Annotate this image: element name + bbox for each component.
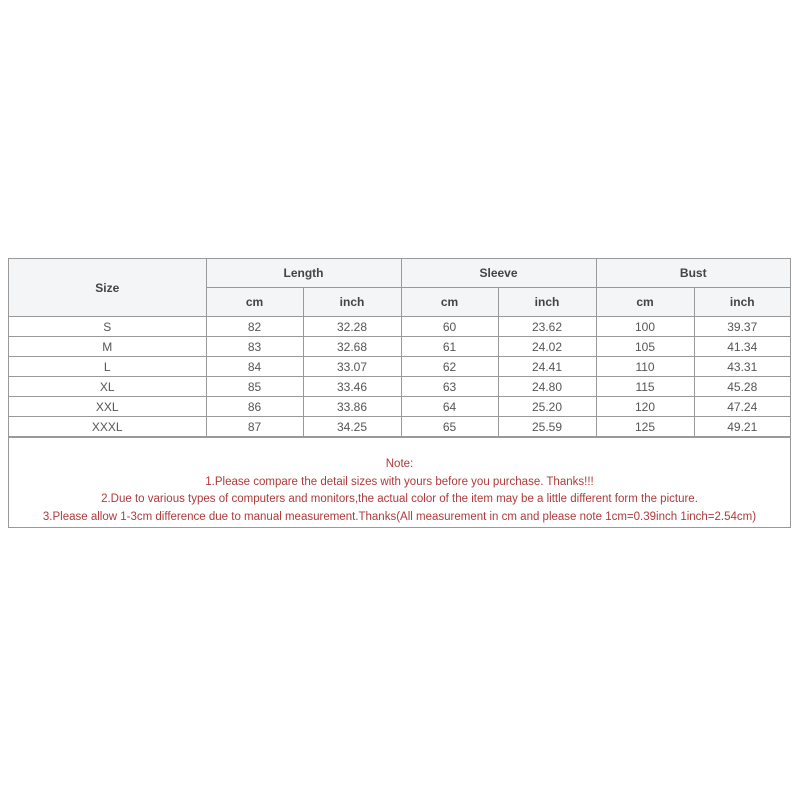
value-cell: 82 xyxy=(206,317,303,337)
bust-header: Bust xyxy=(596,259,790,288)
size-table xyxy=(9,259,790,437)
value-cell: 45.28 xyxy=(694,377,790,397)
size-cell: S xyxy=(9,317,206,337)
value-cell: 23.62 xyxy=(498,317,596,337)
value-cell: 25.59 xyxy=(498,417,596,437)
unit-header: inch xyxy=(498,288,596,317)
value-cell: 24.80 xyxy=(498,377,596,397)
table-row xyxy=(9,357,790,377)
unit-header: cm xyxy=(596,288,694,317)
value-cell: 115 xyxy=(596,377,694,397)
size-cell: XL xyxy=(9,377,206,397)
note-line: 3.Please allow 1-3cm difference due to manual measurement.Thanks(All measurement in cm and please note 1cm=0.39inch 1inch=2.54cm) xyxy=(42,510,757,523)
value-cell: 84 xyxy=(206,357,303,377)
value-cell: 125 xyxy=(596,417,694,437)
value-cell: 34.25 xyxy=(303,417,401,437)
table-row xyxy=(9,397,790,417)
value-cell: 64 xyxy=(401,397,498,417)
size-chart xyxy=(8,258,791,528)
value-cell: 105 xyxy=(596,337,694,357)
value-cell: 33.46 xyxy=(303,377,401,397)
value-cell: 86 xyxy=(206,397,303,417)
value-cell: 83 xyxy=(206,337,303,357)
size-header: Size xyxy=(9,259,206,317)
value-cell: 32.28 xyxy=(303,317,401,337)
value-cell: 24.41 xyxy=(498,357,596,377)
value-cell: 120 xyxy=(596,397,694,417)
value-cell: 63 xyxy=(401,377,498,397)
unit-header: inch xyxy=(694,288,790,317)
value-cell: 62 xyxy=(401,357,498,377)
value-cell: 33.07 xyxy=(303,357,401,377)
value-cell: 100 xyxy=(596,317,694,337)
sleeve-header: Sleeve xyxy=(401,259,596,288)
table-row xyxy=(9,317,790,337)
value-cell: 25.20 xyxy=(498,397,596,417)
note-line: 1.Please compare the detail sizes with yours before you purchase. Thanks!!! xyxy=(205,475,594,488)
length-header: Length xyxy=(206,259,401,288)
note-title: Note: xyxy=(385,458,414,470)
value-cell: 87 xyxy=(206,417,303,437)
value-cell: 32.68 xyxy=(303,337,401,357)
value-cell: 85 xyxy=(206,377,303,397)
size-cell: L xyxy=(9,357,206,377)
value-cell: 33.86 xyxy=(303,397,401,417)
table-row xyxy=(9,337,790,357)
value-cell: 60 xyxy=(401,317,498,337)
unit-header: cm xyxy=(206,288,303,317)
size-cell: XXXL xyxy=(9,417,206,437)
value-cell: 49.21 xyxy=(694,417,790,437)
size-cell: XXL xyxy=(9,397,206,417)
value-cell: 39.37 xyxy=(694,317,790,337)
note-section xyxy=(9,437,790,527)
value-cell: 65 xyxy=(401,417,498,437)
note-line: 2.Due to various types of computers and monitors,the actual color of the item may be a little different form the picture. xyxy=(101,493,698,505)
unit-header: inch xyxy=(303,288,401,317)
value-cell: 43.31 xyxy=(694,357,790,377)
value-cell: 41.34 xyxy=(694,337,790,357)
value-cell: 110 xyxy=(596,357,694,377)
table-row xyxy=(9,377,790,397)
unit-header: cm xyxy=(401,288,498,317)
value-cell: 47.24 xyxy=(694,397,790,417)
value-cell: 24.02 xyxy=(498,337,596,357)
table-row xyxy=(9,417,790,437)
size-cell: M xyxy=(9,337,206,357)
value-cell: 61 xyxy=(401,337,498,357)
